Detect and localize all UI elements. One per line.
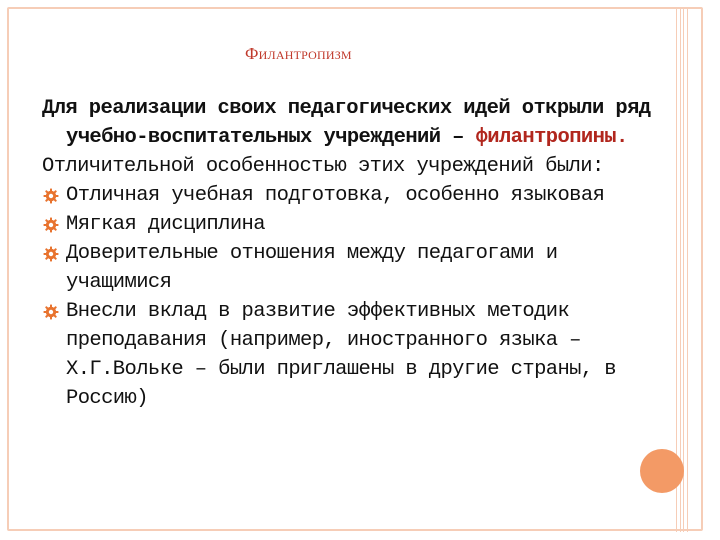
list-item (42, 181, 662, 210)
list-item-text: Доверительные отношения между педагогами и учащимися (66, 242, 558, 294)
gear-icon (43, 304, 59, 320)
decorative-rail (683, 8, 688, 532)
decorative-circle (640, 449, 684, 493)
slide-content (42, 94, 662, 413)
gear-icon (43, 246, 59, 262)
slide-title: Филантропизм (245, 44, 352, 63)
intro-paragraph (42, 94, 662, 152)
list-item (42, 239, 662, 297)
decorative-rail (676, 8, 681, 532)
lead-paragraph: Отличительной особенностью этих учреждений были: (42, 155, 604, 178)
intro-text: Для реализации своих педагогических идей открыли ряд учебно-воспитательных учреждений – (42, 97, 651, 149)
intro-highlight: филантропины. (475, 126, 628, 149)
list-item (42, 297, 662, 413)
gear-icon (43, 188, 59, 204)
list-item-text: Отличная учебная подготовка, особенно языковая (66, 184, 605, 207)
gear-icon (43, 217, 59, 233)
list-item-text: Внесли вклад в развитие эффективных методик преподавания (например, иностранного языка – Х.Г.Вольке – были приглашены в другие страны, в Россию) (66, 300, 616, 410)
feature-list (42, 181, 662, 413)
list-item (42, 210, 662, 239)
list-item-text: Мягкая дисциплина (66, 213, 265, 236)
